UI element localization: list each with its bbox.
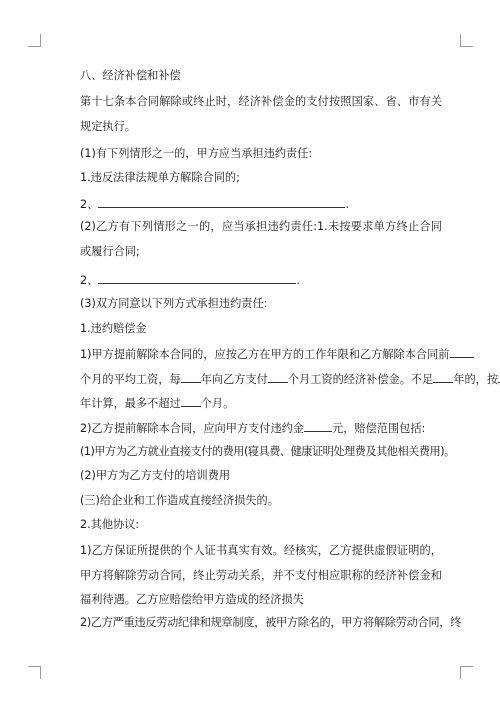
- clause-1-item-2: [80, 197, 349, 211]
- crop-mark-top-left: [28, 34, 41, 47]
- section-title: 八、经济补偿和补偿: [80, 69, 181, 82]
- crop-mark-bottom-right: [460, 666, 473, 679]
- clause-3-1a-line-1: [80, 347, 474, 361]
- clause-2-item-2-prefix: 2、: [80, 274, 99, 287]
- clause-3-1a-text-7: 个月。: [200, 397, 235, 410]
- clause-1-heading: (1)有下列情形之一的，甲方应当承担违约责任:: [80, 147, 313, 160]
- clause-1-item-2-prefix: 2、: [80, 198, 99, 211]
- clause-2-item-2-blank: [98, 273, 296, 284]
- clause-3-2a: 1)乙方保证所提供的个人证书真实有效。经核实，乙方提供虚假证明的，甲方将解除劳动合同，终止劳动关系，并不支付相应职称的经济补偿金和福利待遇。乙方应赔偿给甲方造成的经济损失: [80, 544, 442, 606]
- clause-3-1b-item-2: (2)甲方为乙方支付的培训费用: [80, 469, 231, 482]
- blank-penalty-amount: [304, 421, 332, 432]
- blank-short-years: [433, 372, 453, 383]
- blank-months-pay: [268, 372, 288, 383]
- clause-3-1b-item-3: (三)给企业和工作造成直接经济损失的。: [80, 494, 279, 507]
- clause-2-item-2: [80, 273, 300, 287]
- crop-mark-bottom-left: [28, 666, 41, 679]
- clause-3-1a-text-6: 年计算，最多不超过: [80, 397, 181, 410]
- clause-3-heading: (3)双方同意以下列方式承担违约责任:: [80, 297, 268, 310]
- clause-3-1a-text-2: 个月的平均工资，每: [80, 373, 181, 386]
- clause-3-item-1: 1.违约赔偿金: [80, 322, 147, 335]
- clause-2-text: (2)乙方有下列情形之一的，应当承担违约责任:1.未按要求单方终止合同或履行合同;: [80, 220, 442, 258]
- clause-3-1b-item-1: (1)甲方为乙方就业直接支付的费用(寝具费、健康证明处理费及其他相关费用)。: [80, 445, 455, 458]
- clause-3-item-2: 2.其他协议:: [80, 518, 140, 531]
- clause-1-item-2-suffix: .: [345, 198, 349, 211]
- clause-3-1a-text-5: 年的，按: [453, 373, 499, 386]
- clause-3-1a-text-1: 1)甲方提前解除本合同的，应按乙方在甲方的工作年限和乙方解除本合同前: [80, 348, 450, 361]
- blank-months-before: [450, 347, 474, 358]
- clause-3-1a-text-4: 个月工资的经济补偿金。不足: [287, 373, 434, 386]
- blank-max-months: [181, 396, 201, 407]
- clause-3-1a-line-3: [80, 396, 234, 410]
- crop-mark-top-right: [460, 34, 473, 47]
- blank-years: [181, 372, 201, 383]
- clause-2-item-2-suffix: .: [296, 274, 300, 287]
- clause-1-item-2-blank: [98, 197, 345, 208]
- clause-3-1a-text-3: 年向乙方支付: [200, 373, 268, 386]
- clause-1-item-1: 1.违反法律法规单方解除合同的;: [80, 171, 240, 184]
- clause-3-1a-line-2: [80, 372, 500, 386]
- clause-3-1b-text-1: 2)乙方提前解除本合同，应向甲方支付违约金: [80, 422, 305, 435]
- clause-3-2b: 2)乙方严重违反劳动纪律和规章制度，被甲方除名的，甲方将解除劳动合同，终: [80, 616, 462, 629]
- clause-3-1b-text-2: 元，赔偿范围包括:: [332, 422, 426, 435]
- article-17: 第十七条本合同解除或终止时，经济补偿金的支付按照国家、省、市有关规定执行。: [80, 95, 442, 133]
- clause-3-1b-line: [80, 421, 425, 435]
